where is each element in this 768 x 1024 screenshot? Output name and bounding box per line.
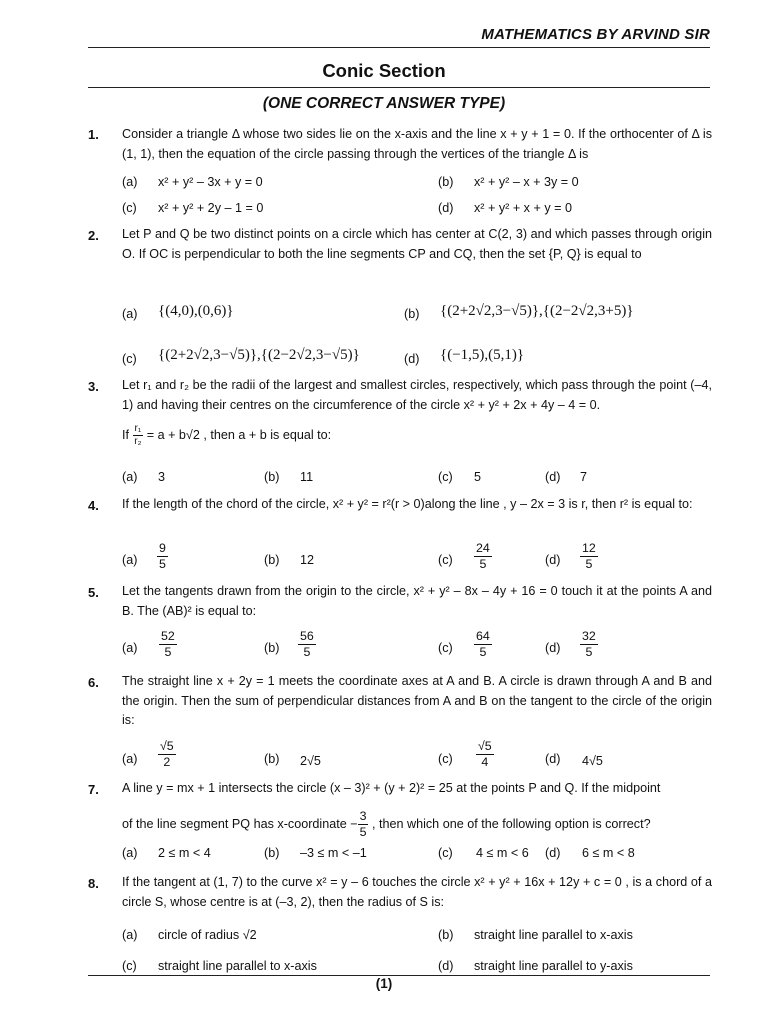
page-title: Conic Section — [322, 60, 446, 81]
option-fraction: $\frac{56}{5}$ — [300, 629, 314, 659]
option-label: (b) — [404, 307, 420, 321]
midpoint-prefix: of the line segment PQ has x-coordinate — [122, 816, 347, 831]
option-value: 2 ≤ m < 4 — [158, 846, 211, 860]
option-label: (b) — [438, 175, 454, 189]
option-value: 6 ≤ m < 8 — [582, 846, 635, 860]
question-text: A line y = mx + 1 intersects the circle (x – 3)² + (y + 2)² = 25 at the points P and Q. If the midpoint — [122, 781, 661, 795]
option-label: (c) — [438, 641, 453, 655]
question-number: 5. — [88, 585, 99, 600]
option-label: (c) — [122, 959, 137, 973]
option-value: straight line parallel to x-axis — [158, 959, 317, 973]
option-value: 4√5 — [582, 754, 603, 768]
option-label: (a) — [122, 470, 138, 484]
option-label: (c) — [122, 352, 137, 366]
option-value: x² + y² + x + y = 0 — [474, 201, 572, 215]
option-label: (a) — [122, 846, 138, 860]
question-text: Let the tangents drawn from the origin to the circle, x² + y² – 8x – 4y + 16 = 0 touch it at the points A and B. The (AB)² is equal to: — [122, 584, 712, 618]
option-value: 7 — [580, 470, 588, 484]
ratio-numerator: r₁ — [134, 423, 142, 434]
option-value: x² + y² – 3x + y = 0 — [158, 175, 263, 189]
option-label: (b) — [264, 641, 280, 655]
option-value: 3 — [158, 470, 166, 484]
option-label: (d) — [438, 959, 454, 973]
option-fraction: $\frac{12}{5}$ — [582, 541, 596, 571]
ratio-fraction — [133, 423, 144, 448]
option-label: (c) — [438, 752, 453, 766]
option-label: (c) — [438, 470, 453, 484]
header-rule — [88, 47, 710, 48]
ratio-suffix: , then a + b is equal to: — [203, 427, 332, 442]
option-label: (b) — [264, 470, 280, 484]
option-label: (a) — [122, 928, 138, 942]
midpoint-line — [122, 809, 712, 840]
question-text: Consider a triangle Δ whose two sides lie on the x-axis and the line x + y + 1 = 0. If the orthocenter of Δ is (1, 1), then the equation of the circle passing through the vertices of the triangle Δ is — [122, 127, 712, 161]
ratio-denominator: r₂ — [134, 436, 142, 447]
option-fraction: $\frac{√5}{4}$ — [478, 739, 492, 769]
option-value: {(4,0),(0,6)} — [158, 303, 234, 319]
question-number: 7. — [88, 782, 99, 797]
option-label: (a) — [122, 175, 138, 189]
option-label: (d) — [545, 752, 561, 766]
question-text: If the tangent at (1, 7) to the curve x² = y – 6 touches the circle x² + y² + 16x + 12y + c = 0 , is a chord of a circle S, whose centre is at (–3, 2), then the radius of S is: — [122, 875, 712, 909]
option-label: (d) — [545, 553, 561, 567]
option-value: 4 ≤ m < 6 — [476, 846, 529, 860]
option-label: (c) — [438, 553, 453, 567]
option-fraction: $\frac{64}{5}$ — [476, 629, 490, 659]
question-text: If the length of the chord of the circle, x² + y² = r²(r > 0)along the line , y – 2x = 3 is r, then r² is equal to: — [122, 497, 693, 511]
ratio-prefix: If — [122, 427, 129, 442]
option-fraction: $\frac{√5}{2}$ — [160, 739, 174, 769]
question-text: Let r₁ and r₂ be the radii of the largest and smallest circles, respectively, which pass through the point (–4, 1) and having their centres on the circumference of the circle x² + y² + 2x + 4y – 4 = 0. — [122, 378, 712, 412]
midpoint-suffix: , then which one of the following option is correct? — [371, 816, 651, 831]
page-header: MATHEMATICS BY ARVIND SIR — [481, 26, 710, 43]
option-fraction: $\frac{9}{5}$ — [159, 541, 166, 571]
midpoint-fraction: $\frac{3}{5}$ — [359, 809, 367, 839]
option-label: (a) — [122, 752, 138, 766]
option-value: –3 ≤ m < –1 — [300, 846, 367, 860]
option-value: {(2+2√2,3−√5)},{(2−2√2,3+5)} — [440, 303, 634, 319]
fraction-sign: − — [350, 816, 358, 831]
option-value: {(−1,5),(5,1)} — [440, 347, 525, 363]
ratio-line — [122, 423, 331, 448]
option-label: (d) — [438, 201, 454, 215]
option-fraction: $\frac{24}{5}$ — [476, 541, 490, 571]
option-label: (d) — [404, 352, 420, 366]
option-label: (b) — [264, 553, 280, 567]
question-text: The straight line x + 2y = 1 meets the coordinate axes at A and B. A circle is drawn through A and B and the origin. Then the sum of perpendicular distances from A and B on the tangent to the circle of the origin is: — [122, 674, 712, 728]
option-label: (c) — [122, 201, 137, 215]
page-number: (1) — [375, 976, 393, 991]
ratio-expression: = a + b√2 — [146, 427, 200, 442]
option-label: (a) — [122, 307, 138, 321]
option-value: 5 — [474, 470, 482, 484]
option-label: (b) — [438, 928, 454, 942]
question-number: 8. — [88, 876, 99, 891]
option-fraction: $\frac{32}{5}$ — [582, 629, 596, 659]
option-label: (a) — [122, 641, 138, 655]
option-value: 12 — [300, 553, 315, 567]
option-label: (c) — [438, 846, 453, 860]
option-value: circle of radius √2 — [158, 928, 257, 942]
option-label: (d) — [545, 846, 561, 860]
option-label: (b) — [264, 752, 280, 766]
option-value: {(2+2√2,3−√5)},{(2−2√2,3−√5)} — [158, 347, 360, 363]
question-number: 2. — [88, 228, 99, 243]
title-rule — [88, 87, 710, 88]
section-subtitle: (ONE CORRECT ANSWER TYPE) — [262, 95, 506, 112]
question-number: 3. — [88, 379, 99, 394]
option-value: x² + y² + 2y – 1 = 0 — [158, 201, 264, 215]
question-number: 4. — [88, 498, 99, 513]
question-text: Let P and Q be two distinct points on a circle which has center at C(2, 3) and which passes through origin O. If OC is perpendicular to both the line segments CP and CQ, then the set {P, Q} is equal to — [122, 227, 712, 261]
option-label: (a) — [122, 553, 138, 567]
option-label: (d) — [545, 470, 561, 484]
option-value: straight line parallel to x-axis — [474, 928, 633, 942]
question-number: 6. — [88, 675, 99, 690]
question-number: 1. — [88, 127, 99, 142]
option-value: 11 — [300, 470, 314, 484]
option-label: (b) — [264, 846, 280, 860]
option-label: (d) — [545, 641, 561, 655]
option-value: x² + y² – x + 3y = 0 — [474, 175, 579, 189]
option-fraction: $\frac{52}{5}$ — [161, 629, 175, 659]
option-value: straight line parallel to y-axis — [474, 959, 633, 973]
option-value: 2√5 — [300, 754, 321, 768]
